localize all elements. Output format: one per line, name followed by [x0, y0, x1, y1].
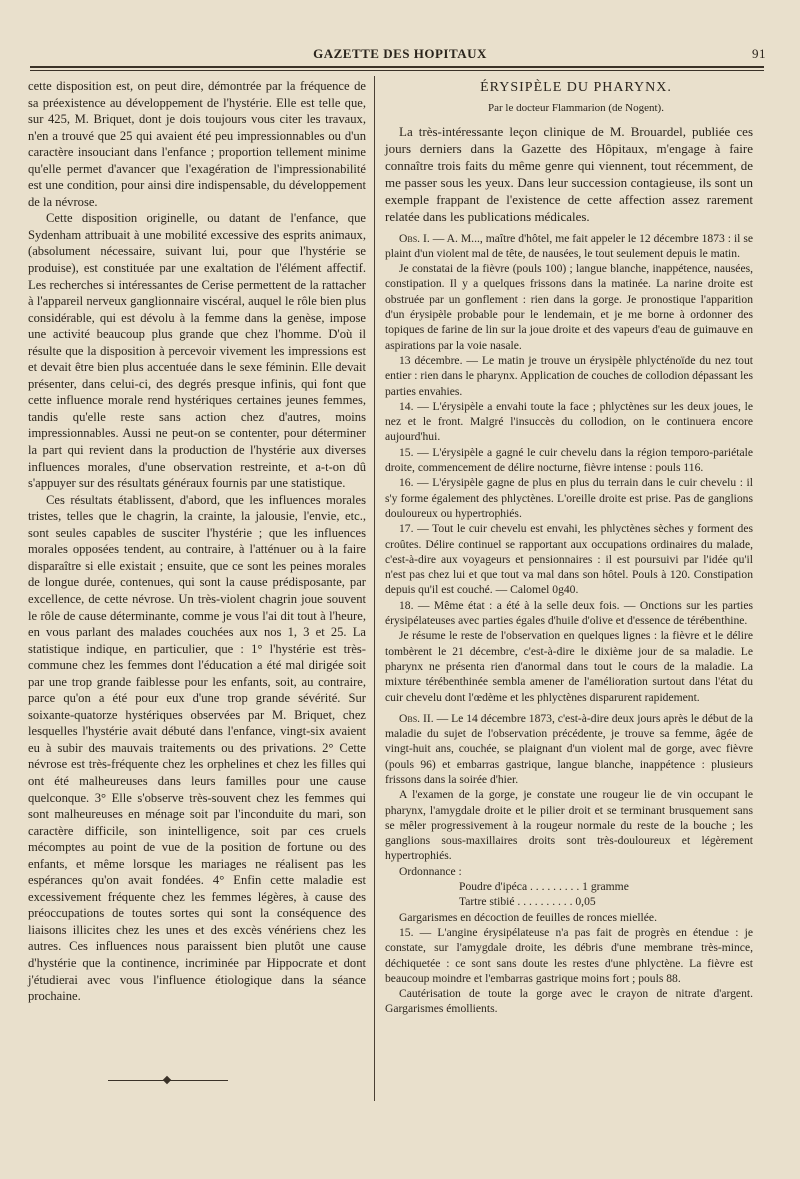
article-intro: La très-intéressante leçon clinique de M. Brouardel, publiée ces jours derniers dans la Gazette des Hôpitaux, m'engage à faire connaître trois faits du même genre qui viennent, tout récemment, de me passer sous les yeux. Dans leur succession contagieuse, ils sont un exemple frappant de l'existence de cette affection assez rarement relatée dans les publications médicales. [385, 123, 753, 224]
left-paragraph: Cette disposition originelle, ou datant de l'enfance, que Sydenham attribuait à une mobilité excessive des esprits animaux, (absolument nécessaire, suivant lui, pour que l'hystérie se produise), est constituée par une exaltation de l'élément affectif. Les recherches si intéressantes de Cerise permettent de la rattacher à l'appareil nerveux ganglionnaire viscéral, auquel le rôle bien plus considérable, qui est dévolu à la femme dans la genèse, impose une activité beaucoup plus grande que chez l'homme. D'où il résulte que la disposition à percevoir vivement les impressions est et devait être bien plus accentuée dans le sexe féminin. Elle devait présenter, dans celui-ci, des degrés presque infinis, qui font que cette influence morale rend hystériques certaines jeunes femmes, tandis qu'elle reste sans action chez d'autres, moins impressionnables. Aussi ne peut-on se contenter, pour déterminer la part qui revient dans la production de l'hystérie aux diverses influences morales, d'une observation restreinte, et a-t-on dû s'appuyer sur des résultats généraux fournis par une statistique. [28, 211, 366, 491]
obs-paragraph: 16. — L'érysipèle gagne de plus en plus du terrain dans le cuir chevelu : il s'y forme également des phlyctènes. L'oreille droite est prise. Pas de ganglions douloureux ou hypertrophiés. [385, 476, 753, 520]
running-head [30, 44, 770, 68]
left-paragraph: cette disposition est, on peut dire, démontrée par la fréquence de sa préexistence au développement de l'hystérie. Elle est telle que, sur 425, M. Briquet, dont je dois toujours vous citer les travaux, n'en a trouvé que 25 qui avaient été peu impressionnables ou d'un caractère insouciant dans l'enfance ; proportion tellement minime qu'elle permet d'avancer que l'exagération de l'impressionabilité est une condition, pour ainsi dire indispensable, du développement de la névrose. [28, 79, 366, 209]
obs-paragraph: Gargarismes en décoction de feuilles de ronces miellée. [399, 910, 657, 924]
header-rule-thin [30, 70, 764, 71]
obs-1-label: Obs. I. [399, 231, 430, 245]
obs-1-text: — A. M..., maître d'hôtel, me fait appeler le 12 décembre 1873 : il se plaint d'un violent mal de tête, de nausées, le tout seulement depuis le matin. [385, 231, 753, 260]
recipe-line: Poudre d'ipéca . . . . . . . . . 1 gramme [459, 880, 629, 894]
article-title: ÉRYSIPÈLE DU PHARYNX. [480, 80, 672, 95]
obs-paragraph: 15. — L'angine érysipélateuse n'a pas fait de progrès en étendue : je constate, sur l'amygdale droite, les débris d'une membrane très-mince, déchiquetée : ce sont sans doute les restes d'une phlyctène. La fièvre est beaucoup moindre et l'embarras gastrique moins fort ; pouls 88. [385, 925, 753, 985]
observation-1-first [385, 231, 753, 262]
obs-paragraph: 17. — Tout le cuir chevelu est envahi, les phlyctènes sèches y forment des croûtes. Délire continuel se rapportant aux occupations ordinaires du malade, c'est-à-dire aux voyageurs et pensionnaires : il est poursuivi par l'idée qu'il n'est pas chez lui et que tout va mal dans son hôtel. Pouls à 120. Constipation depuis qu'il est couché. — Calomel 0g40. [385, 522, 753, 597]
obs-paragraph: Je constatai de la fièvre (pouls 100) ; langue blanche, inappétence, nausées, constipation. Il y a quelques frissons dans la matinée. La narine droite est obstruée par un gonflement : rien dans la gorge. Je pronostique l'apparition d'un érysipèle probable pour le lendemain, et je me borne à ordonner des topiques de farine de lin sur la joue droite et des vapeurs d'eau de guimauve en aspirations par la voie nasale. [385, 262, 753, 352]
page-number: 91 [752, 46, 766, 61]
obs-paragraph: 14. — L'érysipèle a envahi toute la face ; phlyctènes sur les deux joues, le nez et le front. Malgré l'insuccès du collodion, on le continuera encore aujourd'hui. [385, 399, 753, 444]
obs-2-label: Obs. II. [399, 711, 434, 725]
obs-paragraph: Cautérisation de toute la gorge avec le crayon de nitrate d'argent. Gargarismes émollients. [385, 987, 753, 1016]
left-column [28, 78, 366, 1005]
obs-paragraph: A l'examen de la gorge, je constate une rougeur lie de vin occupant le pharynx, l'amygdale droite et le pilier droit et se terminant brusquement sans se mêler progressivement à la rougeur normale du reste de la bouche ; les ganglions sous-maxillaires droits sont très-douloureux et légèrement hypertrophiés. [385, 788, 753, 863]
left-paragraph: Ces résultats établissent, d'abord, que les influences morales tristes, telles que le chagrin, la crainte, la jalousie, l'envie, etc., sont seules capables de susciter l'hystérie ; que les influences morales opposées tendent, au contraire, à l'atténuer ou à la faire disparaître si elle existait ; ensuite, que ce sont les peines morales de longue durée, contenues, qui sont la cause prédisposante, par excellence, de cette névrose. Un très-violent chagrin joue souvent le rôle de cause déterminante, comme je vous l'ai dit tout à l'heure, en vous parlant des malades couchées aux nos 1, 3 et 25. La statistique indique, en particulier, que : 1° l'hystérie est très-commune chez les femmes dont l'éducation a été mal dirigée soit par une trop grande faiblesse pour les enfants, soit, au contraire, parce qu'on a été pour eux d'une trop grande sévérité. Sur soixante-quatorze hystériques observées par M. Briquet, chez lesquelles l'hystérie avait débuté dans l'enfance, vingt-six avaient eu à subir des mauvais traitements ou des privations. 2° Cette névrose est très-fréquente chez les orphelines et chez les filles qui ont été malheureuses dans leurs familles pour une cause quelconque. 3° Elle s'observe très-souvent chez les femmes qui sont malheureuses en ménage soit par l'inconduite du mari, son caractère difficile, son inintelligence, soit par ces cruels mécomptes au point de vue de la position de fortune ou des enfants, et même lorsque les mariages ne réalisent pas les espérances qu'on avait fondées. 4° Enfin cette maladie est excessivement fréquente chez les femmes légères, à cause des préoccupations de toutes sortes qui sont la conséquence des liaisons illicites chez les unes et des excès vénériens chez les autres. Ces influences nous paraissent bien plutôt une cause d'hystérie que la continence, incriminée par Hippocrate et dont j'étudierai avec vous l'influence étiologique dans la séance prochaine. [28, 492, 366, 1004]
observation-2-first [385, 711, 753, 787]
obs-paragraph: Je résume le reste de l'observation en quelques lignes : la fièvre et le délire tombèrent le 21 décembre, c'est-à-dire le dixième jour de sa maladie. Le pharynx ne présenta rien d'anormal dans tout le cours de la maladie. La mixture térébenthinée sembla amener de l'amélioration surtout dans l'état du cuir chevelu dont l'œdème et les phlyctènes disparurent rapidement. [385, 629, 753, 704]
obs-paragraph: Ordonnance : [399, 864, 462, 878]
obs-paragraph: 18. — Même état : a été à la selle deux fois. — Onctions sur les parties érysipélateuses avec parties égales d'huile d'olive et d'essence de térébenthine. [385, 598, 753, 628]
column-divider [374, 76, 375, 1101]
obs-paragraph: 15. — L'érysipèle a gagné le cuir chevelu dans la région temporo-pariétale droite, commencement de délire nocturne, fièvre intense : pouls 116. [385, 445, 753, 475]
obs-paragraph: 13 décembre. — Le matin je trouve un érysipèle phlycténoïde du nez tout entier : rien dans le pharynx. Application de couches de collodion dépassant les parties envahies. [385, 353, 753, 398]
running-title: GAZETTE DES HOPITAUX [313, 46, 487, 61]
header-rule [30, 66, 764, 68]
end-ornament [108, 1076, 228, 1086]
recipe-line: Tartre stibié . . . . . . . . . . 0,05 [459, 895, 596, 909]
article-byline: Par le docteur Flammarion (de Nogent). [488, 102, 664, 115]
obs-2-text: — Le 14 décembre 1873, c'est-à-dire deux jours après le début de la maladie du sujet de l'observation précédente, je trouve sa femme, âgée de vingt-huit ans, couchée, se plaignant d'un violent mal de gorge, avec fièvre (pouls 96) et embarras gastrique, langue blanche, inappétence : plusieurs frissons dans la soirée d'hier. [385, 711, 753, 786]
right-column [385, 78, 753, 1017]
